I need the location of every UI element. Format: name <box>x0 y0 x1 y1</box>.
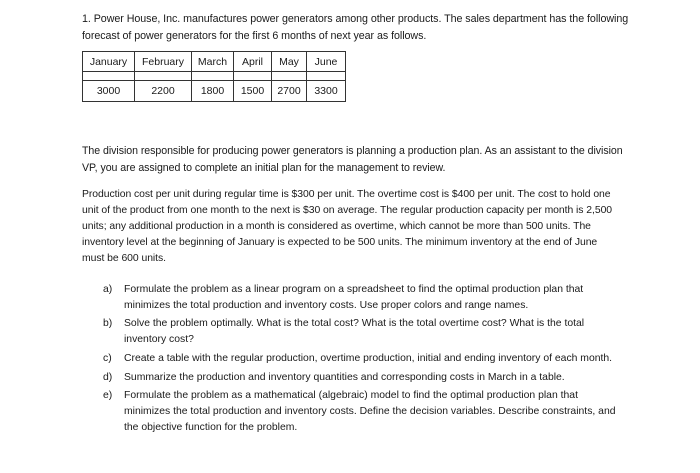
forecast-spacer-row <box>83 72 346 81</box>
forecast-value-row <box>83 81 346 102</box>
task-text: Formulate the problem as a linear program on a spreadsheet to find the optimal production plan that minimizes the total production and inventory costs. Use proper colors and range names. <box>124 284 584 311</box>
task-marker: d) <box>103 371 113 383</box>
month-header-march: March <box>192 52 234 72</box>
division-paragraph: The division responsible for producing power generators is planning a production plan. As an assistant to the division VP, you are assigned to complete an initial plan for the management to review. <box>82 145 623 174</box>
forecast-table <box>82 51 346 102</box>
forecast-value-may: 2700 <box>272 81 307 102</box>
month-header-april: April <box>234 52 272 72</box>
task-list <box>103 282 623 438</box>
forecast-value-june: 3300 <box>307 81 346 102</box>
month-header-january: January <box>83 52 135 72</box>
task-text: Formulate the problem as a mathematical (algebraic) model to find the optimal production plan that minimizes the total production and inventory costs. Define the decision variables. Describe constraints, and the objective function for the problem. <box>124 390 616 433</box>
task-item-c <box>103 351 623 367</box>
task-item-b <box>103 316 623 347</box>
task-item-e <box>103 388 623 435</box>
month-header-june: June <box>307 52 346 72</box>
task-marker: a) <box>103 284 113 295</box>
task-item-a <box>103 282 623 313</box>
task-marker: c) <box>103 352 112 364</box>
forecast-value-march: 1800 <box>192 81 234 102</box>
problem-intro: 1. Power House, Inc. manufactures power generators among other products. The sales department has the following forecast of power generators for the first 6 months of next year as follows. <box>82 13 629 42</box>
forecast-header-row <box>83 52 346 72</box>
task-item-d <box>103 370 623 386</box>
task-marker: e) <box>103 390 113 402</box>
task-text: Summarize the production and inventory quantities and corresponding costs in March in a table. <box>124 371 565 383</box>
forecast-value-january: 3000 <box>83 81 135 102</box>
cost-paragraph: Production cost per unit during regular time is $300 per unit. The overtime cost is $400 per unit. The cost to hold one unit of the product from one month to the next is $30 on average. The regular production capacity per month is 2,500 units; any additional production in a month is considered as overtime, which cannot be more than 500 units. The inventory level at the beginning of January is expected to be 500 units. The minimum inventory at the end of June must be 600 units. <box>82 189 613 264</box>
task-text: Solve the problem optimally. What is the total cost? What is the total overtime cost? What is the total inventory cost? <box>124 318 585 346</box>
forecast-value-april: 1500 <box>234 81 272 102</box>
month-header-may: May <box>272 52 307 72</box>
task-text: Create a table with the regular production, overtime production, initial and ending inventory of each month. <box>124 352 613 364</box>
task-marker: b) <box>103 318 113 330</box>
forecast-value-february: 2200 <box>135 81 192 102</box>
month-header-february: February <box>135 52 192 72</box>
